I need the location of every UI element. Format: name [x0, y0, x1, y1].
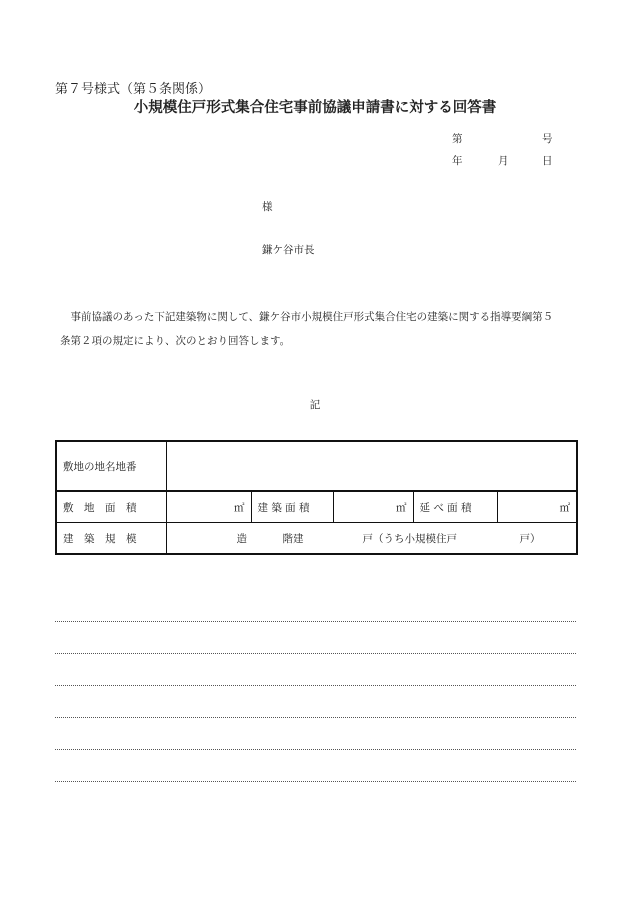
form-number: 第７号様式（第５条関係） [55, 82, 212, 97]
site-address-label: 敷地の地名地番 [56, 441, 166, 491]
number-prefix: 第 [452, 133, 463, 145]
addressee-honorific: 様 [262, 201, 273, 213]
scale-structure: 造 [236, 533, 247, 545]
scale-label: 建 築 規 模 [56, 523, 166, 555]
answer-line [55, 685, 576, 686]
site-address-field[interactable] [166, 441, 577, 491]
floor-area-unit: ㎡ [559, 501, 571, 514]
site-area-label: 敷 地 面 積 [56, 491, 166, 523]
scale-field[interactable] [166, 523, 577, 555]
date-year: 年 [452, 155, 463, 167]
answer-line [55, 653, 576, 654]
site-area-unit: ㎡ [234, 501, 245, 514]
ki-heading: 記 [309, 399, 321, 411]
table-row [56, 441, 577, 491]
answer-line [55, 781, 576, 782]
floor-area-field[interactable] [497, 491, 577, 523]
scale-units: 戸（うち小規模住戸 [362, 533, 457, 545]
sender-name: 鎌ケ谷市長 [262, 244, 315, 256]
building-info-table [55, 440, 578, 555]
answer-line [55, 717, 576, 718]
number-suffix: 号 [542, 133, 553, 145]
scale-units-end: 戸） [519, 533, 541, 545]
scale-floors: 階建 [282, 533, 304, 545]
building-area-unit: ㎡ [396, 501, 407, 514]
table-row [56, 491, 577, 523]
floor-area-label: 延 べ 面 積 [413, 491, 497, 523]
date-month: 月 [498, 155, 509, 167]
answer-line [55, 621, 576, 622]
body-text: 事前協議のあった下記建築物に関して、鎌ケ谷市小規模住戸形式集合住宅の建築に関する指導要綱第５条第２項の規定により、次のとおり回答します。 [60, 311, 554, 347]
table-row [56, 523, 577, 555]
document-title: 小規模住戸形式集合住宅事前協議申請書に対する回答書 [133, 100, 497, 116]
date-day: 日 [542, 155, 553, 167]
building-area-label: 建 築 面 積 [251, 491, 333, 523]
answer-line [55, 749, 576, 750]
site-area-field[interactable] [166, 491, 251, 523]
building-area-field[interactable] [333, 491, 413, 523]
